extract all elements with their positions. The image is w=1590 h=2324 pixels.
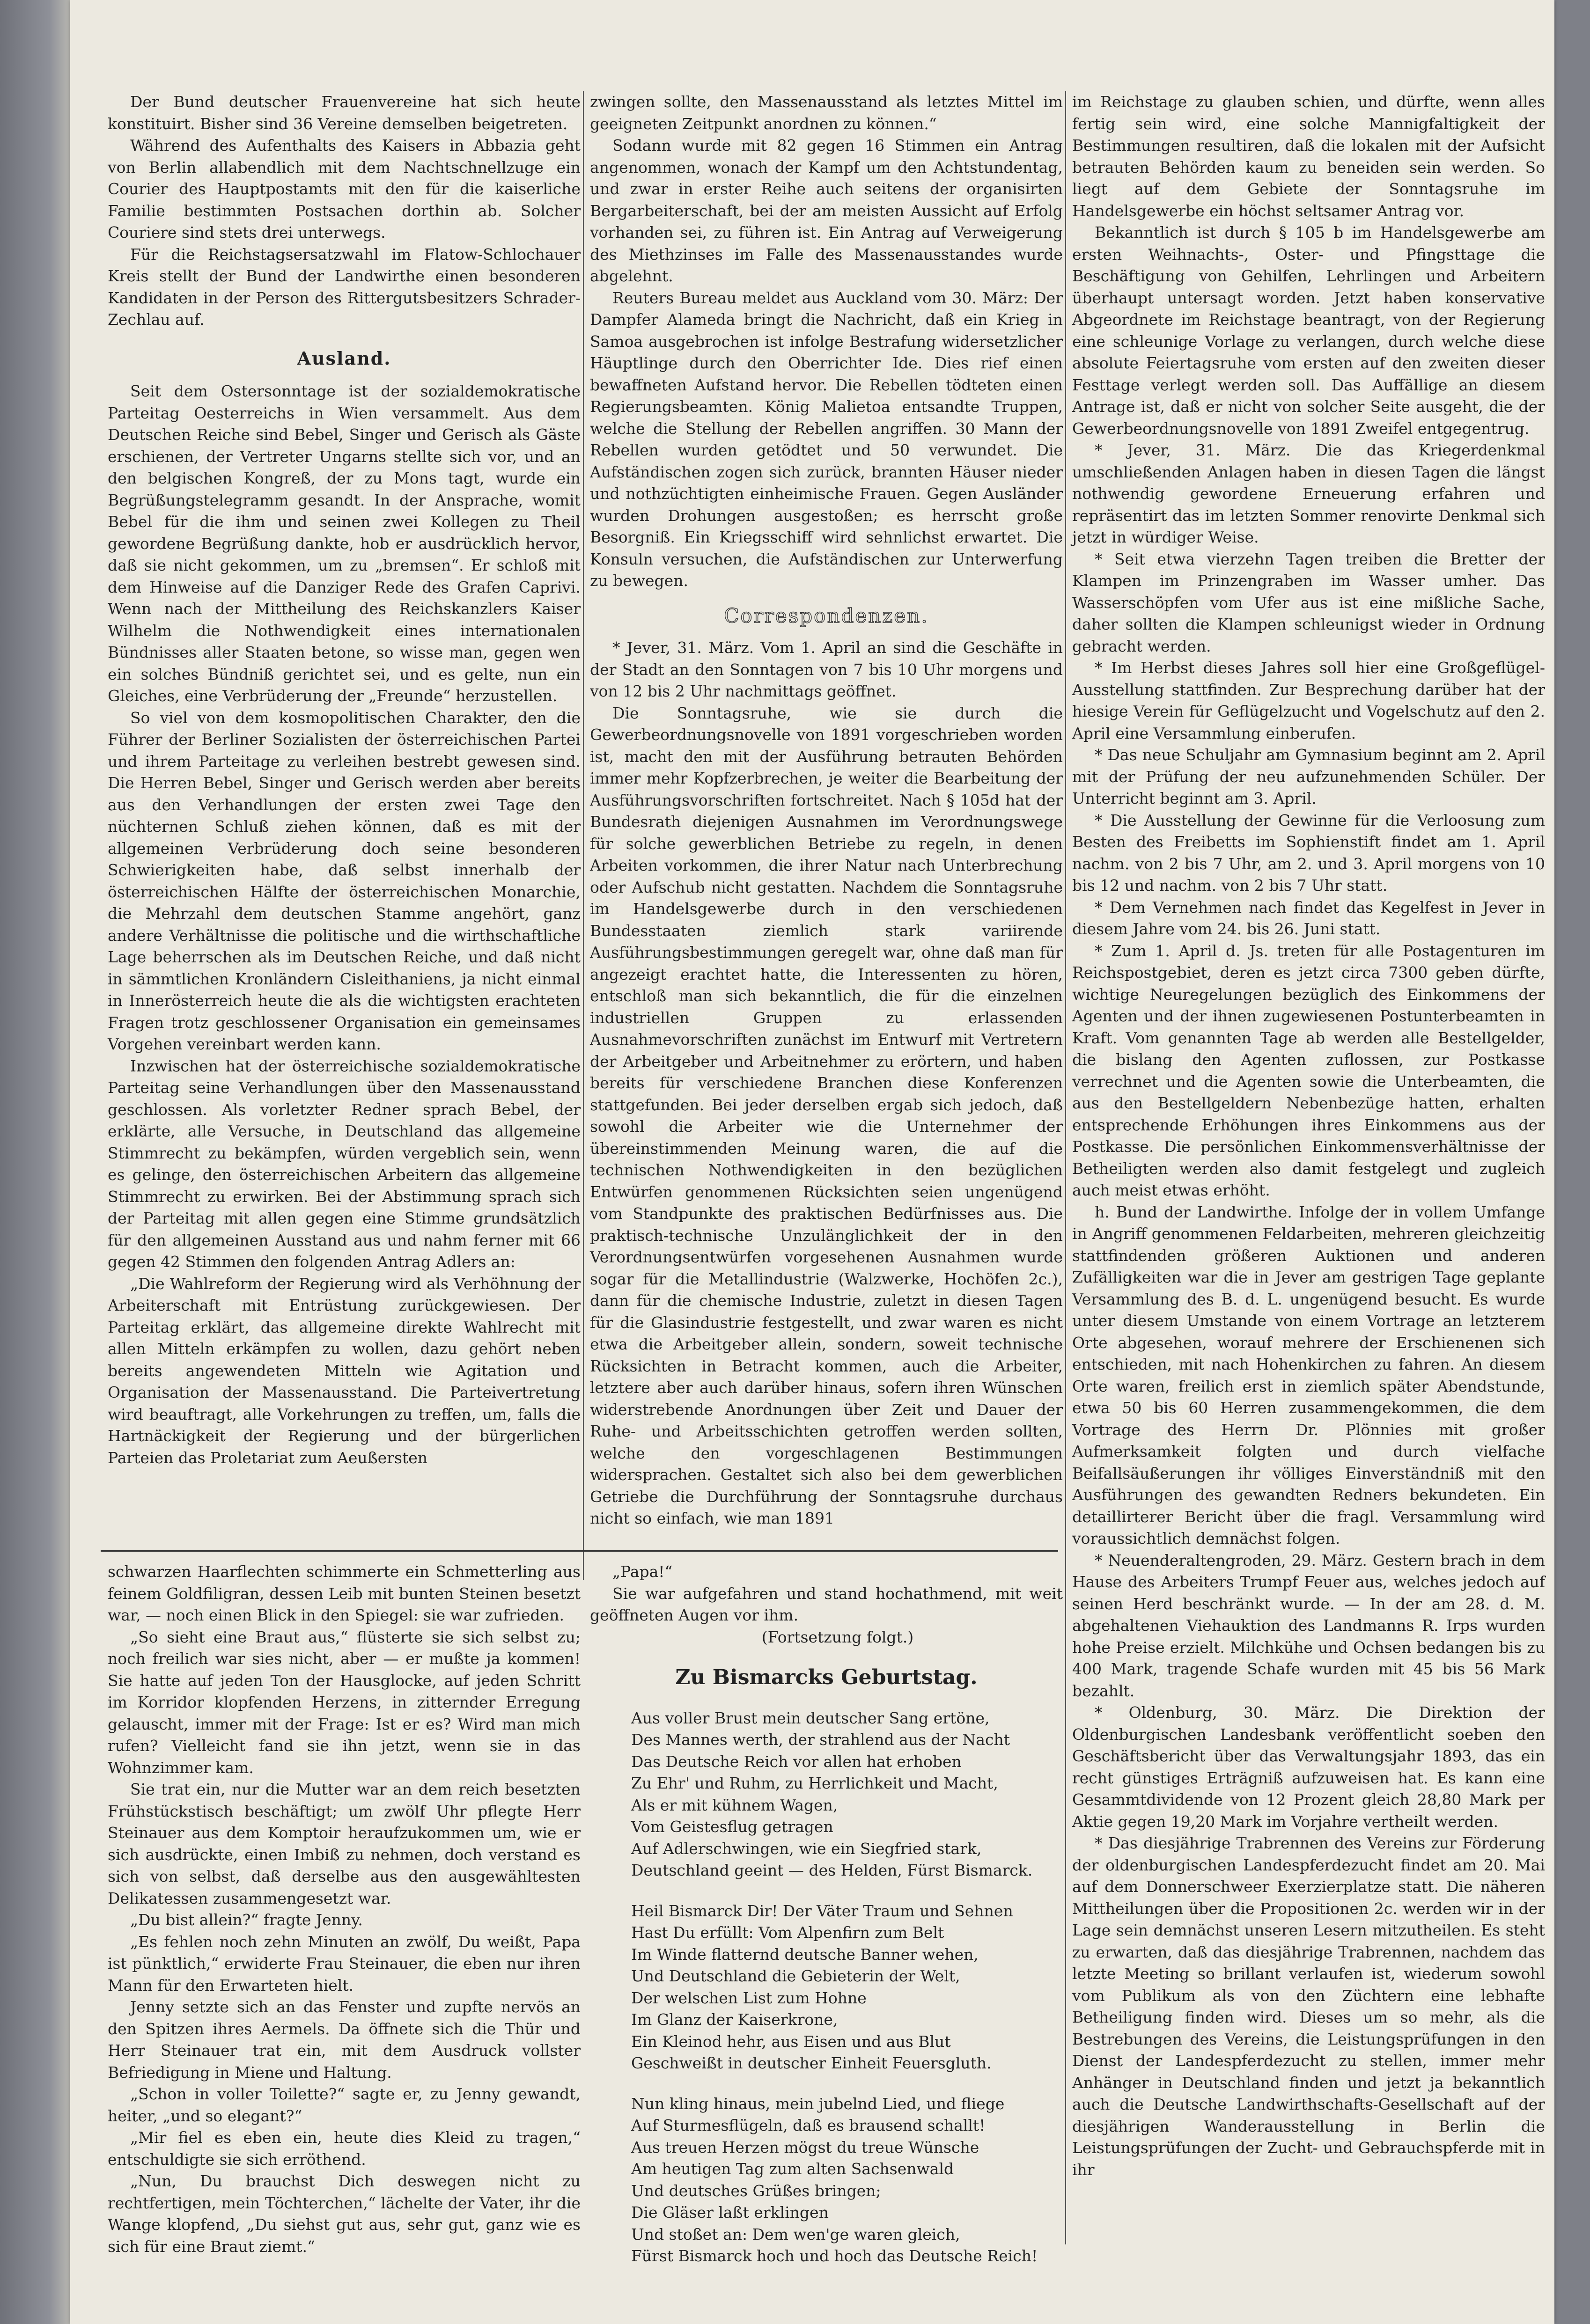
story-paragraph: Sie war aufgefahren und stand hochathmend, mit weit geöffneten Augen vor ihm.	[590, 1584, 1063, 1624]
story-paragraph: Jenny setzte sich an das Fenster und zupfte nervös an den Spitzen ihres Aermels. Da öffnete sich die Thür und Herr Steinauer trat ein, mit dem Ausdruck vollster Befriedigung in Miene und Haltung.	[108, 1998, 581, 2082]
poem-title: Zu Bismarcks Geburtstag.	[675, 1665, 978, 1689]
news-paragraph: im Reichstage zu glauben schien, und dürfte, wenn alles fertig sein wird, eine solche Mannigfaltigkeit der Bestimmungen resultiren, daß die lokalen mit der Aufsicht betrauten Behörden kaum zu beneiden sein werden. So liegt auf dem Gebiete der Sonntagsruhe im Handelsgewerbe ein höchst seltsamer Antrag vor.	[1072, 93, 1545, 220]
section-heading: Ausland.	[297, 347, 391, 369]
poem-line: Und stoßet an: Dem wen'ge waren gleich,	[631, 2225, 960, 2243]
section-heading: Correspondenzen.	[724, 604, 929, 627]
poem-line: Ein Kleinod hehr, aus Eisen und aus Blut	[631, 2032, 951, 2051]
news-paragraph: * Jever, 31. März. Vom 1. April an sind die Geschäfte in der Stadt an den Sonntagen von 7 bis 10 Uhr morgens und von 12 bis 2 Uhr nachmittags geöffnet.	[590, 638, 1063, 700]
poem-line: Hast Du erfüllt: Vom Alpenfirn zum Belt	[631, 1923, 944, 1942]
poem-stanza	[590, 2093, 1063, 2267]
news-paragraph: * Zum 1. April d. Js. treten für alle Postagenturen im Reichspostgebiet, deren es jetzt circa 7300 geben dürfte, wichtige Neuregelungen bezüglich des Einkommens der Agenten und der ihnen zugewiesenen Postunterbeamten in Kraft. Vom genannten Tage ab werden alle Bestellgelder, die bislang den Agenten zuflossen, zur Postkasse verrechnet und die Agenten sowie die Unterbeamten, die aus den Bestellgeldern Nebenbezüge hatten, erhalten entsprechende Erhöhungen ihres Einkommens aus der Postkasse. Die persönlichen Einkommensverhältnisse der Betheiligten werden also damit festgelegt und zugleich auch meist etwas erhöht.	[1072, 941, 1545, 1199]
news-paragraph: So viel von dem kosmopolitischen Charakter, den die Führer der Berliner Sozialisten der österreichischen Partei und ihrem Parteitage zu verleihen bestrebt gewesen sind. Die Herren Bebel, Singer und Gerisch werden aber bereits aus den Verhandlungen der ersten zwei Tage den nüchternen Schluß ziehen können, daß es mit der allgemeinen Verbrüderung doch seine besonderen Schwierigkeiten habe, daß selbst innerhalb der österreichischen Hälfte der österreichischen Monarchie, die Mehrzahl dem deutschen Stamme angehört, ganz andere Verhältnisse die politische und die wirthschaftliche Lage beherrschen als im Deutschen Reiche, und daß nicht in sämmtlichen Kronländern Cisleithaniens, ja nicht einmal in Innerösterreich heute die als die wichtigsten erachteten Fragen trotz geschlossener Organisation ein gemeinsames Vorgehen vereinbart werden kann.	[108, 708, 581, 1053]
poem-line: Im Glanz der Kaiserkrone,	[631, 2010, 838, 2029]
poem-stanza	[590, 1900, 1063, 2075]
news-paragraph: * Dem Vernehmen nach findet das Kegelfest in Jever in diesem Jahre vom 24. bis 26. Juni statt.	[1072, 898, 1545, 938]
poem-line: Das Deutsche Reich vor allen hat erhoben	[631, 1752, 962, 1771]
story-paragraph: „Schon in voller Toilette?“ sagte er, zu Jenny gewandt, heiter, „und so elegant?“	[108, 2085, 581, 2125]
news-paragraph: * Oldenburg, 30. März. Die Direktion der Oldenburgischen Landesbank veröffentlicht soeben den Geschäftsbericht über das Verwaltungsjahr 1893, das ein recht günstiges Erträgniß aufzuweisen hat. Es kann eine Gesammtdividende von 12 Prozent gleich 28,80 Mark per Aktie gegen 19,20 Mark im Vorjahre vertheilt werden.	[1072, 1703, 1545, 1831]
poem-line: Vom Geistesflug getragen	[631, 1818, 833, 1836]
news-paragraph: * Jever, 31. März. Die das Kriegerdenkmal umschließenden Anlagen haben in diesen Tagen die längst nothwendig gewordene Erneuerung erfahren und repräsentirt das im letzten Sommer renovirte Denkmal sich jetzt in würdiger Weise.	[1072, 441, 1545, 546]
continuation-note: (Fortsetzung folgt.)	[761, 1628, 914, 1646]
news-paragraph: Bekanntlich ist durch § 105 b im Handelsgewerbe am ersten Weihnachts-, Oster- und Pfingsttage die Beschäftigung von Gehilfen, Lehrlingen und Arbeitern überhaupt untersagt worden. Jetzt haben konservative Abgeordnete im Reichstage beantragt, von der Regierung eine schleunige Vorlage zu verlangen, durch welche diese absolute Feiertagsruhe vom ersten auf den zweiten dieser Festtage verlegt werden soll. Das Auffällige an diesem Antrage ist, daß er nicht von solcher Seite ausgeht, die der Gewerbeordnungsnovelle von 1891 Zweifel entgegentrug.	[1072, 223, 1545, 438]
news-paragraph: Für die Reichstagsersatzwahl im Flatow-Schlochauer Kreis stellt der Bund der Landwirthe einen besonderen Kandidaten in der Person des Rittergutsbesitzers Schrader-Zechlau auf.	[108, 245, 581, 329]
column-middle	[590, 91, 1063, 1530]
story-paragraph: „Papa!“	[612, 1562, 673, 1581]
poem-line: Die Gläser laßt erklingen	[631, 2203, 829, 2221]
poem-line: Am heutigen Tag zum alten Sachsenwald	[631, 2160, 954, 2178]
column-rule	[583, 91, 584, 1580]
feuilleton-rule	[101, 1550, 1058, 1552]
story-paragraph: „Mir fiel es eben ein, heute dies Kleid zu tragen,“ entschuldigte sie sich erröthend.	[108, 2128, 581, 2169]
poem-stanza	[590, 1708, 1063, 1882]
feuilleton-left	[108, 1561, 581, 2258]
story-paragraph: schwarzen Haarflechten schimmerte ein Schmetterling aus feinem Goldfiligran, dessen Leib mit bunten Steinen besetzt war, — noch einen Blick in den Spiegel: sie war zufrieden.	[108, 1562, 581, 1624]
poem-line: Nun kling hinaus, mein jubelnd Lied, und fliege	[631, 2094, 1005, 2113]
news-paragraph: h. Bund der Landwirthe. Infolge der in vollem Umfange in Angriff genommenen Feldarbeiten, mehreren gleichzeitig stattfindenden größeren Auktionen und anderen Zufälligkeiten war die in Jever am gestrigen Tage geplante Versammlung des B. d. L. ungenügend besucht. Es wurde unter diesem Umstande von einem Vortrage an letzterem Orte abgesehen, worauf mehrere der Erschienenen sich entschieden, mit nach Hohenkirchen zu fahren. An diesem Orte waren, freilich erst in ziemlich später Abendstunde, etwa 50 bis 60 Herren zusammengekommen, die dem Vortrage des Herrn Dr. Plönnies mit großer Aufmerksamkeit folgten und durch vielfache Beifallsäußerungen ihr völliges Einverständniß mit den Ausführungen des gewandten Redners bekundeten. Ein detaillirterer Bericht über die fragl. Versammlung wird voraussichtlich demnächst folgen.	[1072, 1202, 1545, 1547]
poem-line: Und Deutschland die Gebieterin der Welt,	[631, 1967, 960, 1985]
poem-line: Des Mannes werth, der strahlend aus der Nacht	[631, 1730, 1010, 1749]
news-paragraph: Inzwischen hat der österreichische sozialdemokratische Parteitag seine Verhandlungen über den Massenausstand geschlossen. Als vorletzter Redner sprach Bebel, der erklärte, alle Versuche, in Deutschland das allgemeine Stimmrecht zu bekämpfen, würden vergeblich sein, wenn es gelinge, den österreichischen Arbeitern das allgemeine Stimmrecht zu erwirken. Bei der Abstimmung sprach sich der Parteitag mit allen gegen eine Stimme grundsätzlich für den allgemeinen Ausstand aus und nahm ferner mit 66 gegen 42 Stimmen den folgenden Antrag Adlers an:	[108, 1056, 581, 1271]
poem-line: Heil Bismarck Dir! Der Väter Traum und Sehnen	[631, 1901, 1013, 1920]
poem-line: Fürst Bismarck hoch und hoch das Deutsche Reich!	[631, 2247, 1038, 2265]
poem-line: Zu Ehr' und Ruhm, zu Herrlichkeit und Macht,	[631, 1774, 998, 1792]
news-paragraph: Sodann wurde mit 82 gegen 16 Stimmen ein Antrag angenommen, wonach der Kampf um den Achtstundentag, und zwar in erster Reihe auch seitens der organisirten Bergarbeiterschaft, bei der am meisten Aussicht auf Erfolg vorhanden sei, zu führen ist. Ein Antrag auf Verweigerung des Miethzinses im Falle des Massenausstandes wurde abgelehnt.	[590, 136, 1063, 285]
column-right	[1072, 91, 1545, 2181]
poem-line: Im Winde flatternd deutsche Banner wehen,	[631, 1945, 979, 1964]
story-paragraph: „Nun, Du brauchst Dich deswegen nicht zu rechtfertigen, mein Töchterchen,“ lächelte der Vater, ihr die Wange klopfend, „Du siehst gut aus, sehr gut, ganz wie es sich für eine Braut ziemt.“	[108, 2172, 581, 2256]
news-paragraph: * Das neue Schuljahr am Gymnasium beginnt am 2. April mit der Prüfung der neu aufzunehmenden Schüler. Der Unterricht beginnt am 3. April.	[1072, 746, 1545, 807]
news-paragraph: * Seit etwa vierzehn Tagen treiben die Bretter der Klampen im Prinzengraben im Wasser umher. Das Wasserschöpfen vom Ufer aus ist eine mißliche Sache, daher sollten die Klampen schleunigst wieder in Ordnung gebracht werden.	[1072, 550, 1545, 655]
news-paragraph: * Im Herbst dieses Jahres soll hier eine Großgeflügel-Ausstellung stattfinden. Zur Besprechung darüber hat der hiesige Verein für Geflügelzucht und Vogelschutz auf den 2. April eine Versammlung einberufen.	[1072, 659, 1545, 742]
poem-line: Deutschland geeint — des Helden, Fürst Bismarck.	[631, 1861, 1033, 1879]
story-paragraph: „So sieht eine Braut aus,“ flüsterte sie sich selbst zu; noch freilich war sies nicht, aber — er mußte ja kommen! Sie hatte auf jeden Ton der Hausglocke, auf jeden Schritt im Korridor klopfenden Herzens, in zitternder Erregung gelauscht, immer mit der Frage: Ist er es? Wird man mich rufen? Vielleicht fand sie ihn jetzt, wenn sie in das Wohnzimmer kam.	[108, 1628, 581, 1777]
poem-line: Und deutsches Grüßes bringen;	[631, 2181, 881, 2200]
poem-line: Als er mit kühnem Wagen,	[631, 1796, 838, 1814]
poem-line: Der welschen List zum Hohne	[631, 1988, 867, 2007]
news-paragraph: * Die Ausstellung der Gewinne für die Verloosung zum Besten des Freibetts im Sophienstift findet am 1. April nachm. von 2 bis 7 Uhr, am 2. und 3. April morgens von 10 bis 12 und nachm. von 2 bis 7 Uhr statt.	[1072, 811, 1545, 894]
news-paragraph: Der Bund deutscher Frauenvereine hat sich heute konstituirt. Bisher sind 36 Vereine demselben beigetreten.	[108, 93, 581, 133]
poem-line: Aus treuen Herzen mögst du treue Wünsche	[631, 2138, 979, 2156]
column-left	[108, 91, 581, 1469]
poem-line: Auf Sturmesflügeln, daß es brausend schallt!	[631, 2116, 986, 2134]
story-paragraph: „Es fehlen noch zehn Minuten an zwölf, Du weißt, Papa ist pünktlich,“ erwiderte Frau Steinauer, die eben nur ihren Mann für den Erwarteten hielt.	[108, 1932, 581, 1994]
news-paragraph: Reuters Bureau meldet aus Auckland vom 30. März: Der Dampfer Alameda bringt die Nachricht, daß ein Krieg in Samoa ausgebrochen ist infolge Bestrafung widersetzlicher Häuptlinge durch den Oberrichter Ide. Dies rief einen bewaffneten Aufstand hervor. Die Rebellen tödteten einen Regierungsbeamten. König Malietoa entsandte Truppen, welche die Stellung der Rebellen angriffen. 30 Mann der Rebellen wurden getödtet und 50 verwundet. Die Aufständischen zogen sich zurück, brannten Häuser nieder und nothzüchtigten einheimische Frauen. Gegen Ausländer wurden Drohungen ausgestoßen; es herrscht große Besorgniß. Ein Kriegsschiff wird sehnlichst erwartet. Die Konsuln versuchen, die Aufständischen zur Unterwerfung zu bewegen.	[590, 288, 1063, 590]
news-paragraph: Seit dem Ostersonntage ist der sozialdemokratische Parteitag Oesterreichs in Wien versammelt. Aus dem Deutschen Reiche sind Bebel, Singer und Gerisch als Gäste erschienen, der Vertreter Ungarns stellte sich vor, und an den belgischen Kongreß, der zu Mons tagt, wurde ein Begrüßungstelegramm gesandt. In der Ansprache, womit Bebel für die ihm und seinen zwei Kollegen zu Theil gewordene Begrüßung dankte, hob er ausdrücklich hervor, daß sie nicht gekommen, um zu „bremsen“. Er schloß mit dem Hinweise auf die Danziger Rede des Grafen Caprivi. Wenn nach der Mittheilung des Reichskanzlers Kaiser Wilhelm die Nothwendigkeit eines internationalen Bündnisses aller Staaten betone, so wisse man, gegen wen ein solches Bündniß gerichtet sei, und es gelte, nun ein Gleiches, eine Verbrüderung der „Freunde“ herzustellen.	[108, 382, 581, 705]
news-paragraph: Während des Aufenthalts des Kaisers in Abbazia geht von Berlin allabendlich mit dem Nachtschnellzuge ein Courier des Hauptpostamts mit den für die kaiserliche Familie bestimmten Postsachen dorthin ab. Solcher Couriere sind stets drei unterwegs.	[108, 136, 581, 242]
feuilleton-middle	[590, 1561, 1063, 2267]
news-paragraph: „Die Wahlreform der Regierung wird als Verhöhnung der Arbeiterschaft mit Entrüstung zurückgewiesen. Der Parteitag erklärt, das allgemeine direkte Wahlrecht mit allen Mitteln erkämpfen zu wollen, dazu gehört neben bereits angewendeten Mitteln wie Agitation und Organisation der Massenausstand. Die Parteivertretung wird beauftragt, alle Vorkehrungen zu treffen, um, falls die Hartnäckigkeit der Regierung und der bürgerlichen Parteien das Proletariat zum Aeußersten	[108, 1274, 581, 1467]
poem-line: Geschweißt in deutscher Einheit Feuersgluth.	[631, 2054, 992, 2072]
poem-line: Aus voller Brust mein deutscher Sang ertöne,	[631, 1708, 990, 1727]
scan-binding-edge	[0, 0, 70, 2324]
news-paragraph: zwingen sollte, den Massenausstand als letztes Mittel im geeigneten Zeitpunkt anordnen zu können.“	[590, 93, 1063, 133]
column-rule	[1065, 91, 1066, 2244]
story-paragraph: Sie trat ein, nur die Mutter war an dem reich besetzten Frühstückstisch beschäftigt; um zwölf Uhr pflegte Herr Steinauer aus dem Komptoir heraufzukommen um, wie er sich ausdrückte, einen Imbiß zu nehmen, doch verstand es sich von selbst, daß derselbe aus den ausgewähltesten Delikatessen zusammengesetzt war.	[108, 1780, 581, 1907]
news-paragraph: Die Sonntagsruhe, wie sie durch die Gewerbeordnungsnovelle von 1891 vorgeschrieben worden ist, macht den mit der Ausführung betrauten Behörden immer mehr Kopfzerbrechen, je weiter die Bearbeitung der Ausführungsvorschriften fortschreitet. Nach § 105d hat der Bundesrath diejenigen Ausnahmen im Verordnungswege für solche gewerblichen Betriebe zu regeln, in denen Arbeiten vorkommen, die ihrer Natur nach Unterbrechung oder Aufschub nicht gestatten. Nachdem die Sonntagsruhe im Handelsgewerbe durch in den verschiedenen Bundesstaaten ziemlich stark variirende Ausführungsbestimmungen geregelt war, ohne daß man für angezeigt erachtet hatte, die Interessenten zu hören, entschloß man sich bekanntlich, die für die einzelnen industriellen Gruppen zu erlassenden Ausnahmevorschriften zunächst im Entwurf mit Vertretern der Arbeitgeber und Arbeitnehmer zu erörtern, und haben bereits für verschiedene Branchen diese Konferenzen stattgefunden. Bei jeder derselben ergab sich jedoch, daß sowohl die Arbeiter wie die Unternehmer der übereinstimmenden Meinung waren, die auf die technischen Nothwendigkeiten in den bezüglichen Entwürfen genommenen Rücksichten seien ungenügend vom Standpunkte des praktischen Bedürfnisses aus. Die praktisch-technische Unzulänglichkeit der in den Verordnungsentwürfen vorgesehenen Ausnahmen wurde sogar für die Metallindustrie (Walzwerke, Hochöfen 2c.), dann für die chemische Industrie, zuletzt in diesen Tagen für die Glasindustrie festgestellt, und zwar waren es nicht etwa die Arbeitgeber allein, sondern, soweit technische Rücksichten in Betracht kommen, auch die Arbeiter, letztere aber auch darüber hinaus, sofern ihren Wünschen widerstrebende Anordnungen über Zeit und Dauer der Ruhe- und Arbeitsschichten getroffen werden sollten, welche den vorgeschlagenen Bestimmungen widersprachen. Gestaltet sich also bei dem gewerblichen Getriebe die Durchführung der Sonntagsruhe durchaus nicht so einfach, wie man 1891	[590, 704, 1063, 1527]
news-paragraph: * Neuenderaltengroden, 29. März. Gestern brach in dem Hause des Arbeiters Trumpf Feuer aus, welches jedoch auf seinen Herd beschränkt wurde. — In der am 28. d. M. abgehaltenen Viehauktion des Landmanns R. Irps wurden hohe Preise erzielt. Milchkühe und Ochsen bedangen bis zu 400 Mark, tragende Schafe wurden mit 45 bis 56 Mark bezahlt.	[1072, 1551, 1545, 1700]
news-paragraph: * Das diesjährige Trabrennen des Vereins zur Förderung der oldenburgischen Landespferdezucht findet am 20. Mai auf dem Donnerschweer Exerzierplatze statt. Die näheren Mittheilungen über die Propositionen 2c. werden wir in der Lage sein demnächst unseren Lesern mitzutheilen. Es steht zu erwarten, daß das diesjährige Trabrennen, nachdem das letzte Meeting so brillant verlaufen ist, wiederum sowohl vom Publikum als von den Züchtern eine lebhafte Betheiligung finden wird. Dieses um so mehr, als die Bestrebungen des Vereins, die Leistungsprüfungen in den Dienst der Landespferdezucht zu stellen, immer mehr Anhänger in Deutschland finden und jetzt ja bekanntlich auch die Deutsche Landwirthschafts-Gesellschaft auf der diesjährigen Wanderausstellung in Berlin die Leistungsprüfungen der Zucht- und Gebrauchspferde mit in ihr	[1072, 1834, 1545, 2179]
poem-line: Auf Adlerschwingen, wie ein Siegfried stark,	[631, 1839, 982, 1858]
story-paragraph: „Du bist allein?“ fragte Jenny.	[130, 1911, 363, 1929]
